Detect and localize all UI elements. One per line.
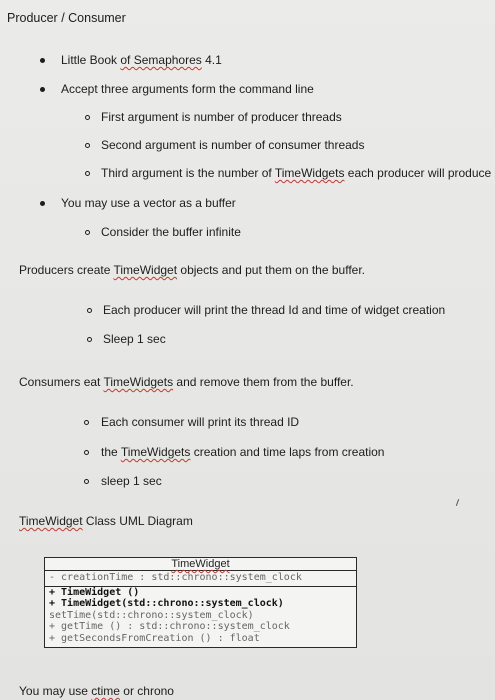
sub-list-item: sleep 1 sec [101,474,162,488]
sub-bullet [85,115,90,120]
timewidgets-term: TimeWidgets [274,166,345,180]
book-link-text: of Semaphores [120,53,202,67]
sub-bullet [84,420,89,425]
list-item: You may use a vector as a buffer [61,196,236,210]
timewidgets-term: TimeWidgets [120,445,191,459]
footer-text: You may use [19,684,92,698]
sub-list-item: Consider the buffer infinite [101,225,241,239]
bullet [40,58,45,63]
sub-list-item [101,445,384,459]
list-item [61,53,222,67]
sub-list-item: Each producer will print the thread Id and time of widget creation [103,303,446,317]
sub-list-item: Sleep 1 sec [103,332,166,346]
sub-bullet [85,230,90,235]
paragraph-text: Producers create [19,263,114,277]
bullet [40,201,45,206]
sub-list-item-text: the [101,445,121,459]
footer-text: or chrono [119,684,174,698]
sub-list-item: First argument is number of producer threads [101,110,342,124]
uml-method: + getTime () : std::chrono::system_clock [49,621,290,632]
consumers-paragraph [19,375,354,389]
timewidget-term: TimeWidget [19,514,83,528]
bullet [40,87,45,92]
uml-class-name [45,558,356,571]
sub-bullet [84,479,89,484]
page-title: Producer / Consumer [7,11,126,25]
uml-attribute: - creationTime : std::chrono::system_clock [49,572,302,583]
uml-method: setTime(std::chrono::system_clock) [49,610,254,621]
uml-method: + TimeWidget(std::chrono::system_clock) [49,598,284,609]
footer-note [19,684,174,698]
sub-list-item: Each consumer will print its thread ID [101,415,300,429]
sub-list-item-text: creation and time laps from creation [190,445,385,459]
sub-bullet [84,450,89,455]
list-item: Accept three arguments form the command line [61,82,314,96]
sub-list-item [101,166,491,180]
sub-bullet [85,171,90,176]
uml-method: + TimeWidget () [49,587,140,598]
list-item-text: Little Book [61,53,121,67]
sub-list-item-text: each producer will produce [344,166,492,180]
heading-text: Class UML Diagram [82,514,193,528]
paragraph-text: and remove them from the buffer. [173,375,354,389]
paragraph-text: objects and put them on the buffer. [177,263,365,277]
paragraph-text: Consumers eat [19,375,104,389]
uml-class-diagram [44,557,357,648]
producers-paragraph [19,263,365,277]
list-item-text: 4.1 [201,53,222,67]
timewidget-term: TimeWidget [113,263,178,277]
sub-bullet [87,308,92,313]
sub-bullet [87,337,92,342]
stray-mark [456,499,459,506]
uml-heading [19,514,193,528]
uml-method: + getSecondsFromCreation () : float [49,633,260,644]
ctime-term: ctime [91,684,120,698]
timewidgets-term: TimeWidgets [103,375,174,389]
sub-list-item-text: Third argument is the number of [101,166,275,180]
sub-bullet [85,143,90,148]
uml-class-name-text: TimeWidget [171,558,230,570]
sub-list-item: Second argument is number of consumer threads [101,138,365,152]
